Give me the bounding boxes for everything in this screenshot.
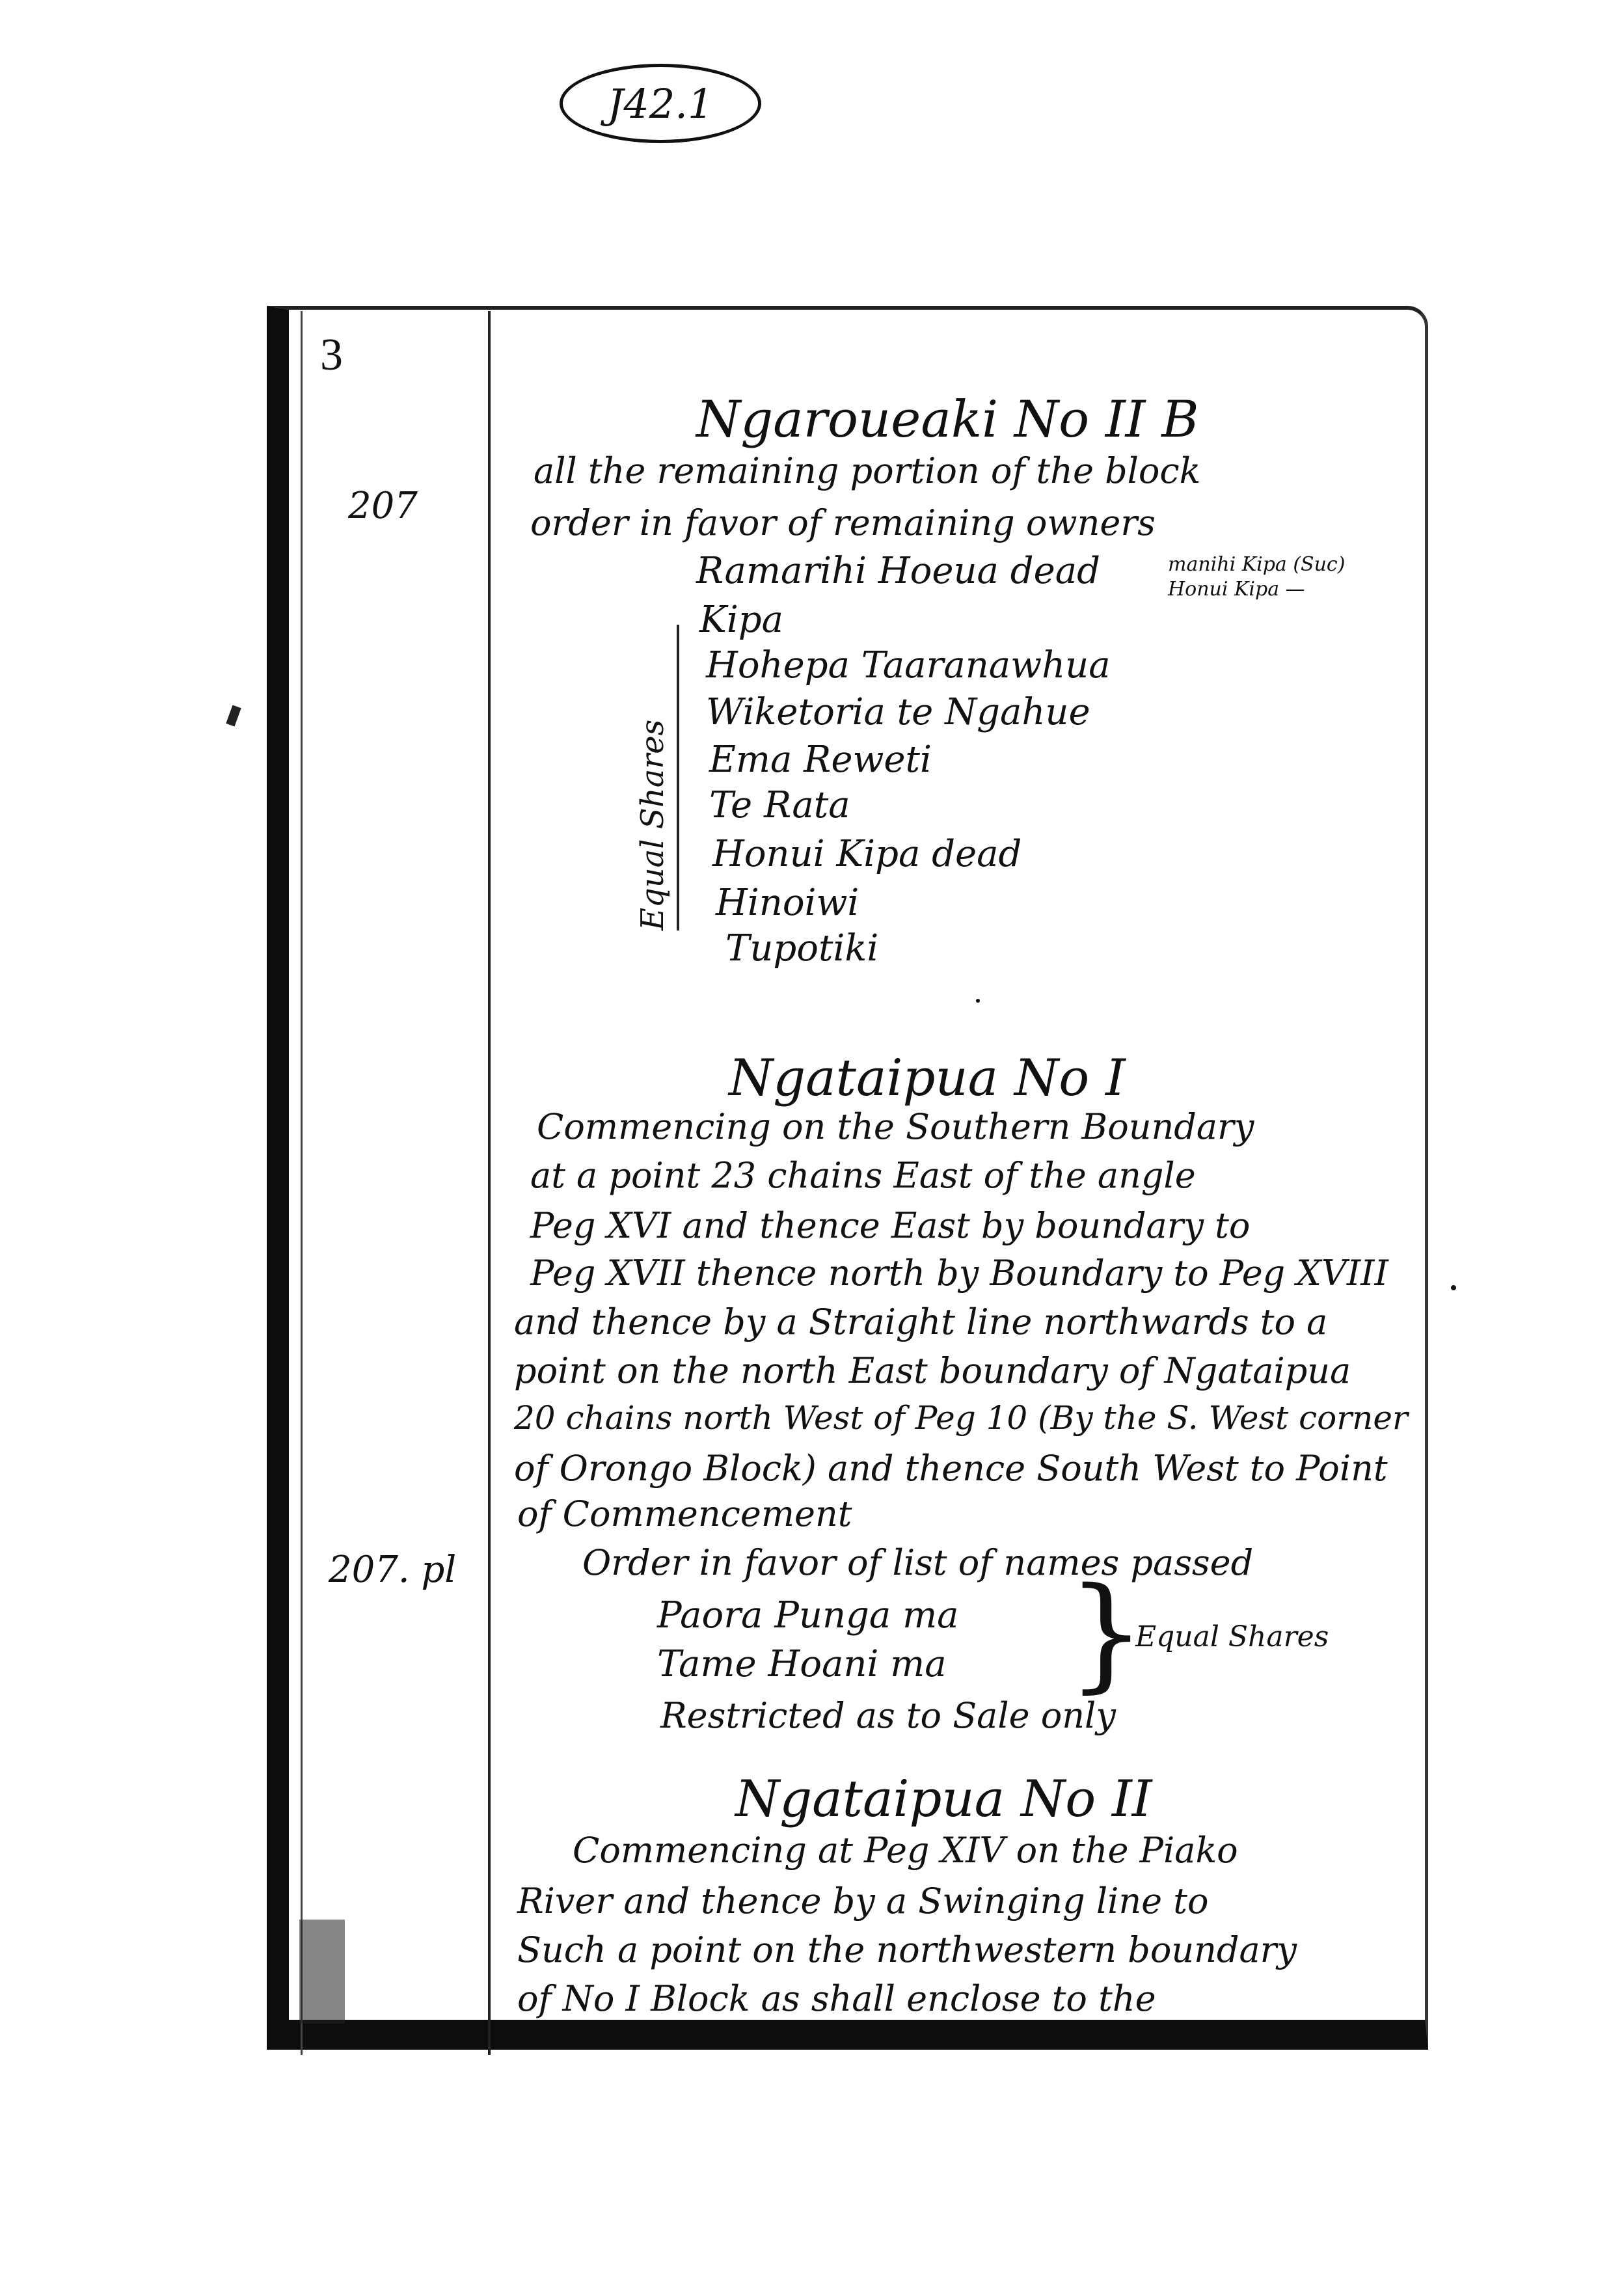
section1-name-2: Kipa bbox=[699, 599, 783, 641]
vertical-bracket bbox=[677, 625, 679, 930]
equal-shares-vertical: Equal Shares bbox=[634, 719, 671, 930]
section1-name-5: Ema Reweti bbox=[709, 739, 932, 781]
section1-name-1: Ramarihi Hoeua dead bbox=[696, 550, 1100, 592]
section2-line-5: and thence by a Straight line northwards to a bbox=[514, 1301, 1328, 1342]
section1-name-9: Tupotiki bbox=[725, 927, 879, 970]
section3-line-1: Commencing at Peg XIV on the Piako bbox=[573, 1830, 1238, 1871]
section1-name-8: Hinoiwi bbox=[716, 882, 859, 924]
section3-line-4: of No I Block as shall enclose to the bbox=[517, 1978, 1156, 2019]
margin-rule-left bbox=[301, 311, 303, 2055]
side-note-1: manihi Kipa (Suc) bbox=[1168, 553, 1346, 576]
section2-line-4: Peg XVII thence north by Boundary to Peg XVIII bbox=[530, 1253, 1388, 1294]
scan-mark bbox=[226, 705, 241, 727]
reference-mark bbox=[560, 64, 761, 143]
section2-name-1: Paora Punga ma bbox=[657, 1594, 959, 1637]
section3-line-3: Such a point on the northwestern boundary bbox=[517, 1929, 1297, 1970]
side-note-2: Honui Kipa — bbox=[1168, 578, 1305, 601]
section2-equal-note: Equal Shares bbox=[1135, 1620, 1329, 1653]
section1-line-1: all the remaining portion of the block bbox=[534, 450, 1201, 491]
section3-line-2: River and thence by a Swinging line to bbox=[517, 1881, 1209, 1922]
section2-title: Ngataipua No I bbox=[729, 1049, 1126, 1107]
section2-restriction: Restricted as to Sale only bbox=[660, 1695, 1116, 1736]
section1-name-7: Honui Kipa dead bbox=[712, 833, 1022, 875]
scan-dot-2 bbox=[976, 999, 980, 1003]
section1-name-6: Te Rata bbox=[709, 784, 850, 826]
section2-line-2: at a point 23 chains East of the angle bbox=[530, 1155, 1196, 1196]
section2-name-2: Tame Hoani ma bbox=[657, 1643, 947, 1685]
margin-rule bbox=[488, 311, 491, 2055]
section2-line-1: Commencing on the Southern Boundary bbox=[537, 1106, 1254, 1147]
section2-order: Order in favor of list of names passed bbox=[582, 1542, 1254, 1583]
margin-note-2: 207. pl bbox=[329, 1549, 457, 1591]
section1-name-3: Hohepa Taaranawhua bbox=[706, 644, 1111, 686]
scan-smudge bbox=[299, 1920, 345, 2024]
section1-title: Ngaroueaki No II B bbox=[696, 390, 1199, 449]
section2-line-7: 20 chains north West of Peg 10 (By the S. West corner bbox=[514, 1399, 1408, 1437]
scan-dot bbox=[1451, 1285, 1456, 1290]
margin-note-1: 207 bbox=[348, 485, 418, 527]
section3-title: Ngataipua No II bbox=[735, 1770, 1152, 1828]
section2-line-3: Peg XVI and thence East by boundary to bbox=[530, 1205, 1251, 1246]
section1-line-2: order in favor of remaining owners bbox=[530, 502, 1156, 543]
reference-mark-text: J42.1 bbox=[607, 79, 714, 128]
section1-name-4: Wiketoria te Ngahue bbox=[706, 691, 1090, 733]
section2-line-6: point on the north East boundary of Ngataipua bbox=[514, 1350, 1351, 1391]
page-number: 3 bbox=[320, 330, 343, 380]
section2-line-9: of Commencement bbox=[517, 1493, 852, 1534]
section2-line-8: of Orongo Block) and thence South West to Point bbox=[514, 1448, 1388, 1489]
curly-brace: } bbox=[1067, 1561, 1146, 1705]
